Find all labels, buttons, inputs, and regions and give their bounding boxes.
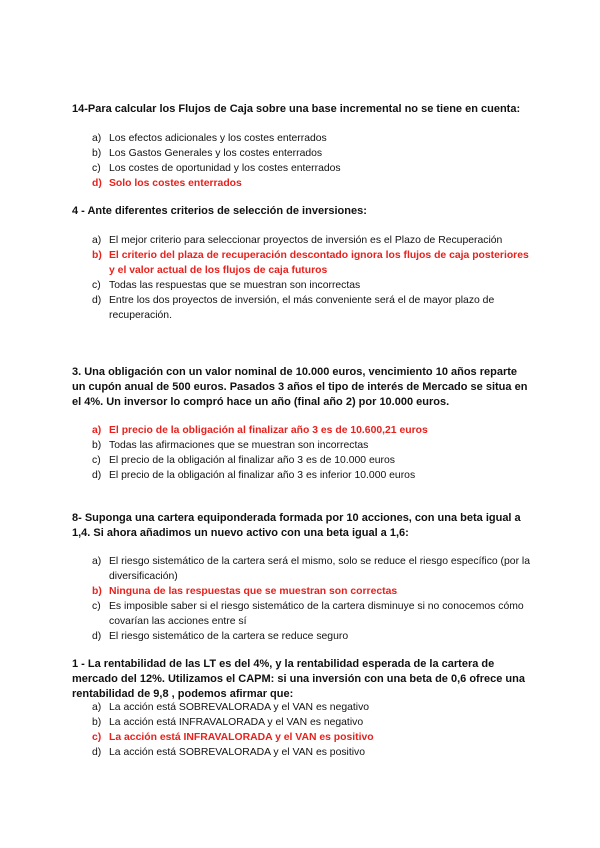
question-14-option-d-correct: d) Solo los costes enterrados — [92, 178, 242, 189]
question-4-option-a: a) El mejor criterio para seleccionar proyectos de inversión es el Plazo de Recuperación — [92, 235, 503, 246]
question-8-prompt: 8- Suponga una cartera equiponderada formada por 10 acciones, con una beta igual a 1,4. Si ahora añadimos un nuevo activo con una beta igual a 1,6: — [72, 512, 521, 539]
question-4-prompt: 4 - Ante diferentes criterios de selección de inversiones: — [72, 205, 367, 217]
question-1-option-d: d) La acción está SOBREVALORADA y el VAN es positivo — [92, 747, 366, 758]
question-8-option-d: d) El riesgo sistemático de la cartera se reduce seguro — [92, 631, 349, 642]
question-14-option-b: b) Los Gastos Generales y los costes enterrados — [92, 148, 323, 159]
question-3-prompt: 3. Una obligación con un valor nominal de 10.000 euros, vencimiento 10 años reparte un cupón anual de 500 euros. Pasados 3 años el tipo de interés de Mercado se situa en el 4%. Un inversor lo compró hace un año (final año 2) por 10.000 euros. — [72, 366, 528, 408]
question-3-option-d: d) El precio de la obligación al finalizar año 3 es inferior 10.000 euros — [92, 470, 416, 481]
question-3-option-c: c) El precio de la obligación al finalizar año 3 es de 10.000 euros — [92, 455, 395, 466]
question-1-option-a: a) La acción está SOBREVALORADA y el VAN es negativo — [92, 702, 370, 713]
question-1-prompt: 1 - La rentabilidad de las LT es del 4%, y la rentabilidad esperada de la cartera de mercado del 12%. Utilizamos el CAPM: si una inversión con una beta de 0,6 ofrece una rentabilidad de 9,8 , podemos afirmar que: — [72, 658, 525, 700]
question-8-option-b-correct: b) Ninguna de las respuestas que se muestran son correctas — [92, 586, 398, 597]
question-1-options — [92, 700, 532, 760]
question-14-option-a: a) Los efectos adicionales y los costes enterrados — [92, 133, 327, 144]
question-14-option-c: c) Los costes de oportunidad y los costes enterrados — [92, 163, 341, 174]
question-3-option-a-correct: a) El precio de la obligación al finalizar año 3 es de 10.600,21 euros — [92, 425, 428, 436]
question-1-option-b: b) La acción está INFRAVALORADA y el VAN es negativo — [92, 717, 364, 728]
question-3-options — [92, 423, 532, 483]
question-14-options — [92, 131, 532, 191]
question-4-option-d: d) Entre los dos proyectos de inversión, el más conveniente será el de mayor plazo de recuperación. — [92, 295, 495, 321]
question-4-options — [92, 233, 532, 323]
question-8-options — [92, 554, 532, 644]
question-4-option-c: c) Todas las respuestas que se muestran son incorrectas — [92, 280, 361, 291]
question-4-option-b-correct: b) El criterio del plaza de recuperación descontado ignora los flujos de caja posteriores y el valor actual de los flujos de caja futuros — [92, 250, 529, 276]
question-8-option-a: a) El riesgo sistemático de la cartera será el mismo, solo se reduce el riesgo específico (por la diversificación) — [92, 556, 531, 582]
question-8-option-c: c) Es imposible saber si el riesgo sistemático de la cartera disminuye si no conocemos cómo covarían las acciones entre sí — [92, 601, 524, 627]
question-14-prompt: 14-Para calcular los Flujos de Caja sobre una base incremental no se tiene en cuenta: — [72, 103, 521, 115]
question-3-option-b: b) Todas las afirmaciones que se muestran son incorrectas — [92, 440, 369, 451]
question-1-option-c-correct: c) La acción está INFRAVALORADA y el VAN es positivo — [92, 732, 374, 743]
